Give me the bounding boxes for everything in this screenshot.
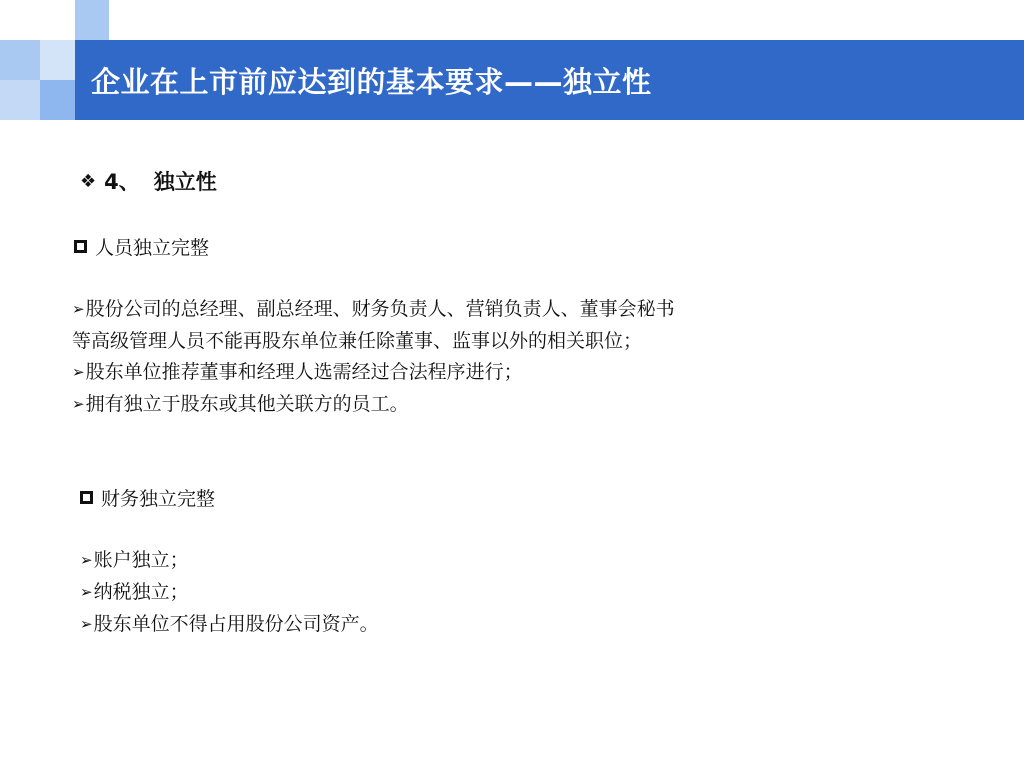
list-item: ➢拥有独立于股东或其他关联方的员工。	[72, 389, 812, 421]
arrow-bullet-icon: ➢	[72, 363, 85, 381]
arrow-bullet-icon: ➢	[80, 551, 93, 569]
arrow-bullet-icon: ➢	[80, 615, 93, 633]
decorative-square	[75, 0, 109, 40]
decorative-square	[0, 80, 40, 120]
diamond-bullet-icon: ❖	[80, 170, 97, 192]
finance-list	[80, 545, 680, 641]
slide-title: 企业在上市前应达到的基本要求——独立性	[91, 64, 652, 99]
decorative-square	[40, 40, 75, 80]
arrow-bullet-icon: ➢	[72, 300, 85, 318]
list-item: 等高级管理人员不能再股东单位兼任除董事、监事以外的相关职位；	[72, 330, 643, 352]
section-number: 4、	[104, 170, 140, 194]
decorative-square	[40, 80, 75, 120]
list-item: ➢股东单位推荐董事和经理人选需经过合法程序进行；	[72, 357, 812, 389]
list-item: ➢股东单位不得占用股份公司资产。	[80, 609, 680, 641]
square-bullet-icon	[74, 240, 87, 253]
list-item: ➢纳税独立；	[80, 577, 680, 609]
finance-subheading	[80, 484, 215, 511]
personnel-subheading	[74, 233, 209, 260]
personnel-label: 人员独立完整	[95, 237, 210, 259]
square-bullet-icon	[80, 491, 93, 504]
title-bar	[75, 40, 1024, 120]
arrow-bullet-icon: ➢	[80, 583, 93, 601]
section-heading	[80, 166, 217, 196]
list-item: ➢股份公司的总经理、副总经理、财务负责人、营销负责人、董事会秘书	[72, 294, 812, 326]
finance-label: 财务独立完整	[101, 488, 216, 510]
list-item: ➢账户独立；	[80, 545, 680, 577]
arrow-bullet-icon: ➢	[72, 395, 85, 413]
personnel-list	[72, 294, 812, 421]
section-title: 独立性	[153, 170, 217, 194]
decorative-square	[0, 40, 40, 80]
